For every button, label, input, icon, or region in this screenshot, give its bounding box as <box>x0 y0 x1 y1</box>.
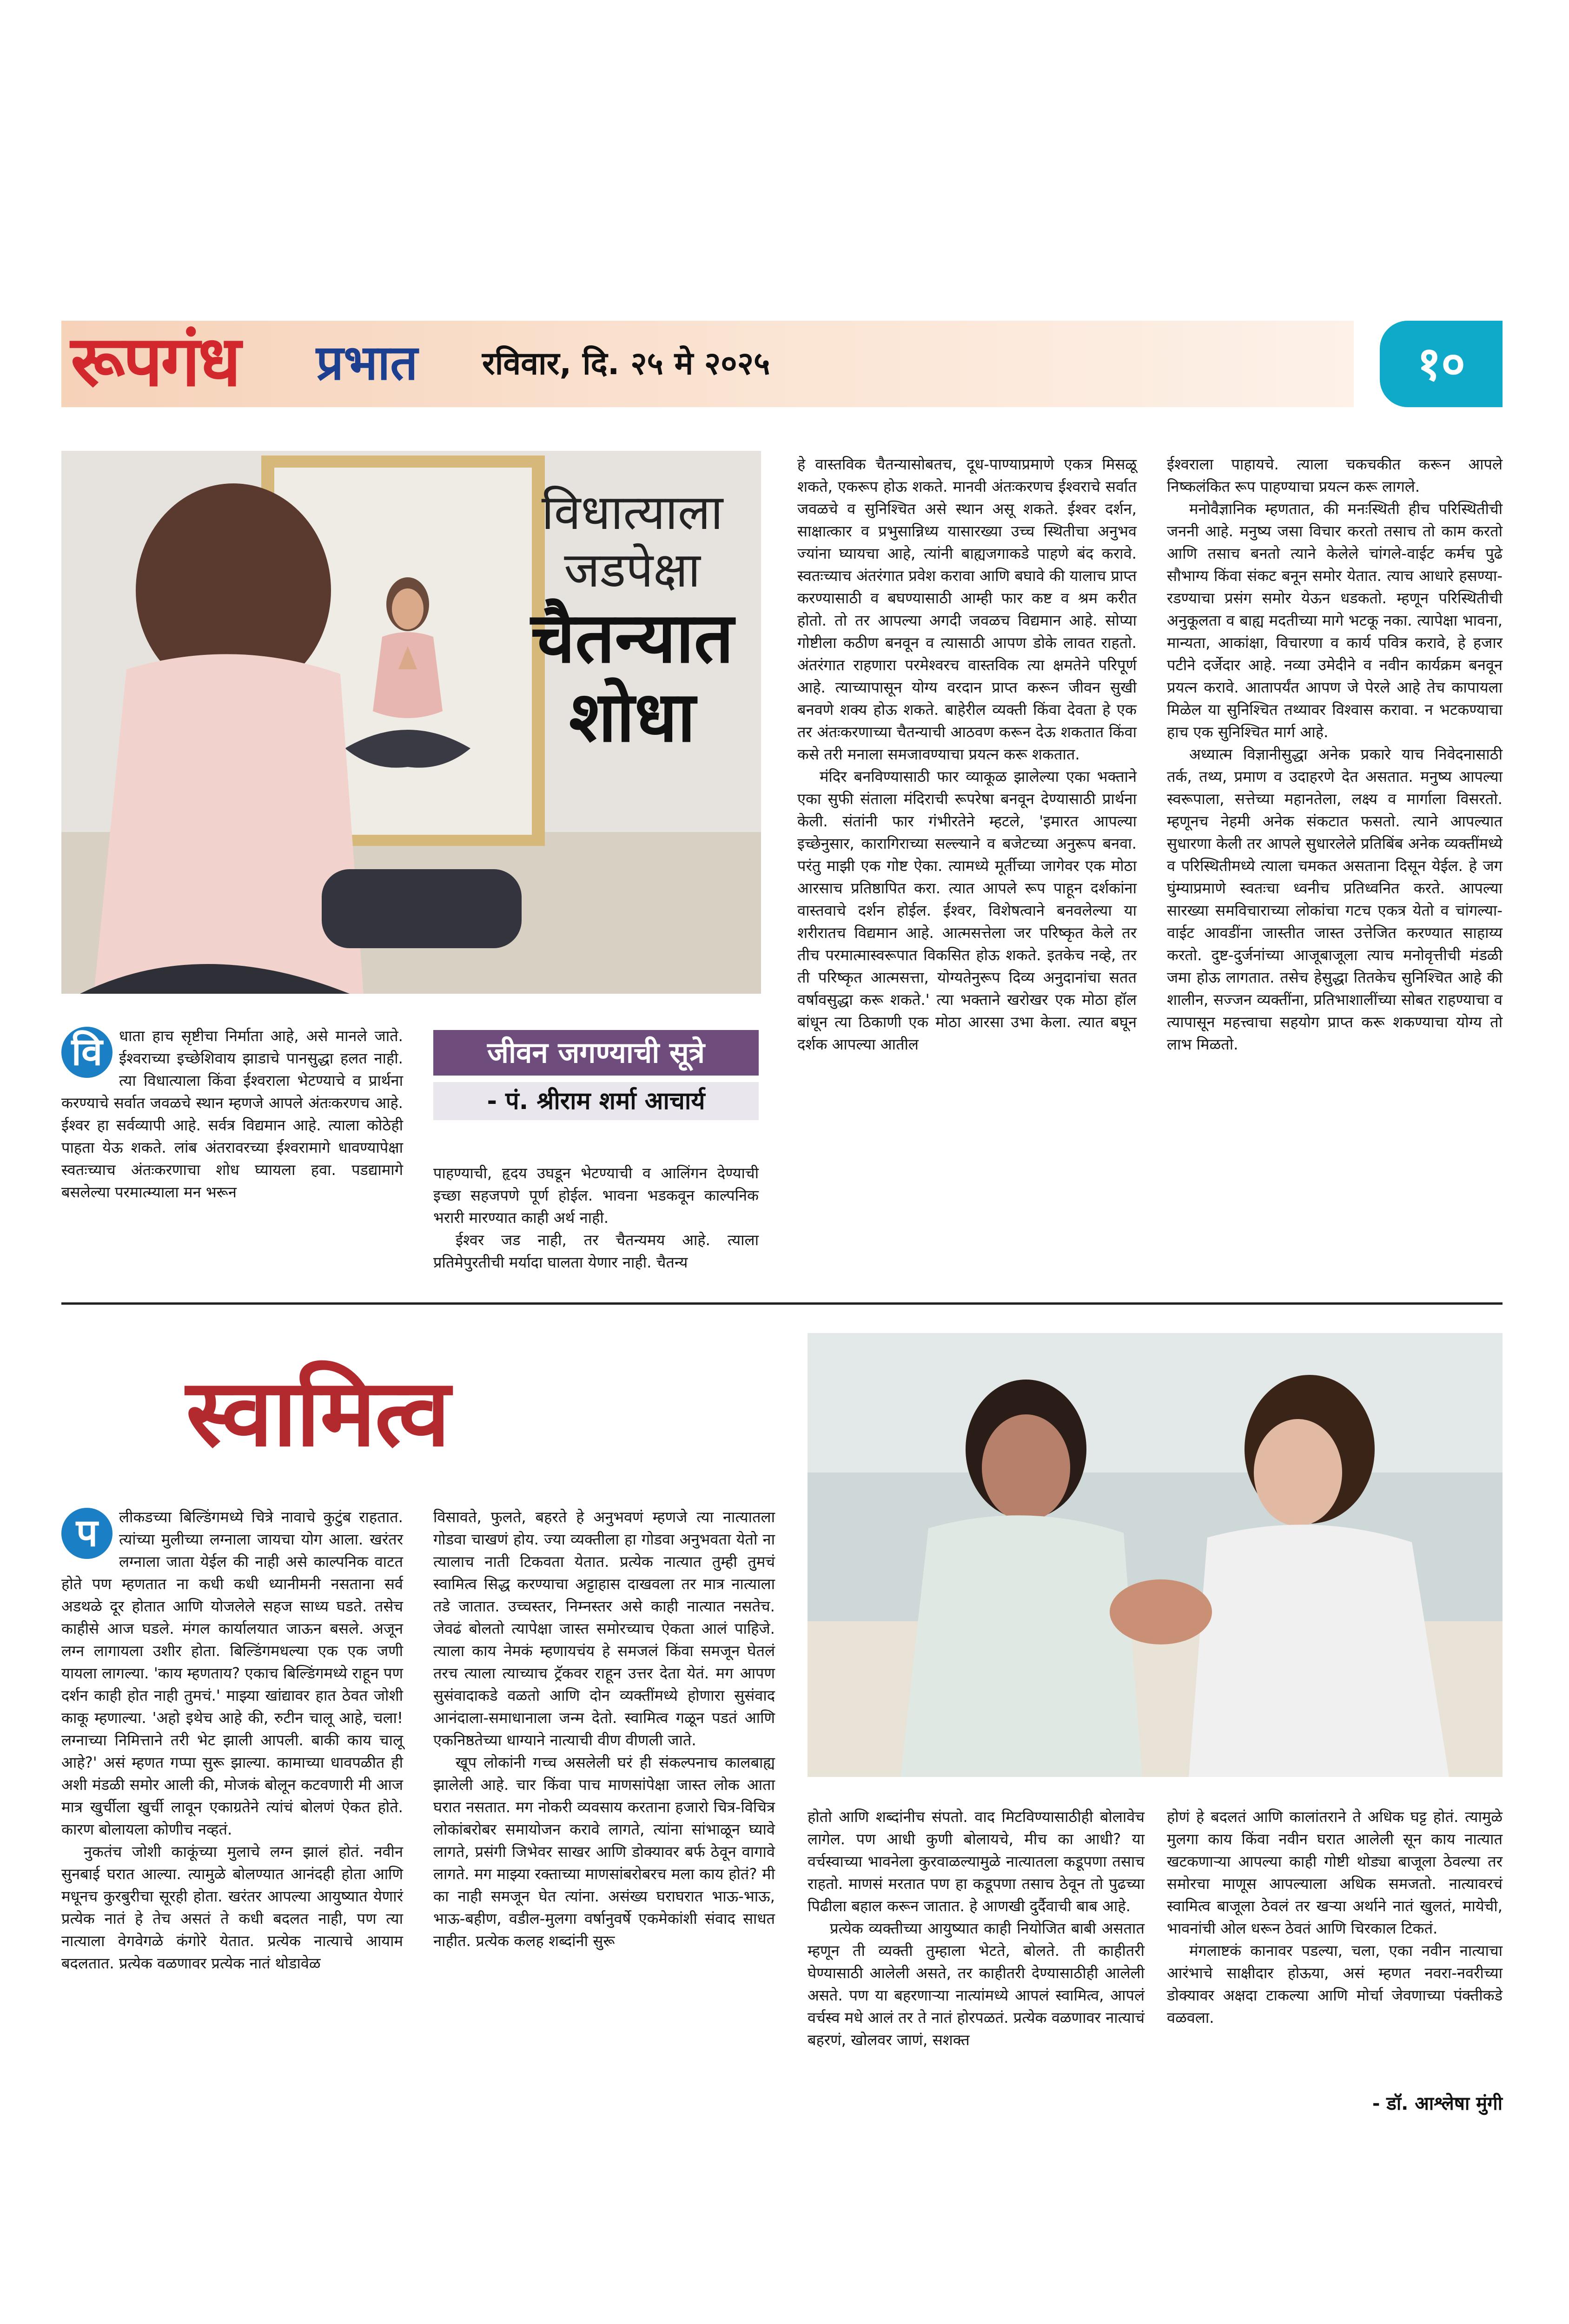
article1-dropcap: वि <box>61 1027 113 1078</box>
masthead <box>61 321 1503 407</box>
article2-signature: - डॉ. आश्लेषा मुंगी <box>1372 2093 1503 2114</box>
paragraph: लीकडच्या बिल्डिंगमध्ये चित्रे नावाचे कुटुंब राहतात. त्यांच्या मुलीच्या लग्नाला जायचा योग आला. खरंतर लग्नाला जाता येईल की नाही असे काल्पनिक वाटत होते पण म्हणतात ना कधी कधी ध्यानीमनी नसताना सर्व अडथळे दूर होतात आणि योजलेले सहज साध्य घडते. तसेच काहीसे आज घडले. मंगल कार्यालयात जाऊन बसले. अजून लग्न लागायला उशीर होता. बिल्डिंगमधल्या एक एक जणी यायला लागल्या. 'काय म्हणताय? एकाच बिल्डिंगमध्ये राहून पण दर्शन काही होत नाही तुमचं.' माझ्या खांद्यावर हात ठेवत जोशी काकू म्हणाल्या. 'अहो इथेच आहे की, रुटीन चालू आहे, चला! लग्नाच्या निमित्ताने तरी भेट झाली आपली. बाकी काय चालू आहे?' असं म्हणत गप्पा सुरू झाल्या. कामाच्या धावपळीत ही अशी मंडळी समोर आली की, मोजकं बोलून कटवणारी मी आज मात्र खुर्चीला खुर्ची लावून एकाग्रतेने त्यांचं बोलणं ऐकत होते. कारण बोलायला कोणीच नव्हतं. <box>61 1508 403 1838</box>
article1-headline <box>502 483 762 757</box>
page-number-badge: १० <box>1380 321 1503 407</box>
brand-logo: रूपगंध <box>71 320 239 402</box>
paragraph: हे वास्तविक चैतन्यासोबतच, दूध-पाण्याप्रमाणे एकत्र मिसळू शकते, एकरूप होऊ शकते. मानवी अंतःकरणच ईश्वराचे सर्वात जवळचे व सुनिश्चित असे स्थान असू शकते. ईश्वर दर्शन, साक्षात्कार व प्रभुसान्निध्य यासारख्या उच्च स्थितीचा अनुभव ज्यांना घ्यायचा आहे, त्यांनी बाह्यजगाकडे पाहणे बंद करावे. स्वतःच्याच अंतरंगात प्रवेश करावा आणि बघावे की यालाच प्राप्त करण्यासाठी व बघण्यासाठी आम्ही फार कष्ट व श्रम करीत होतो. तो तर आपल्या अगदी जवळच विद्यमान आहे. सोप्या गोष्टीला कठीण बनवून व त्यासाठी आपण डोके लावत राहतो. अंतरंगात राहणारा परमेश्वरच वास्तविक त्या क्षमतेने परिपूर्ण आहे. त्याच्यापासून योग्य वरदान प्राप्त करून जीवन सुखी बनवणे शक्य होऊ शकते. बाहेरील व्यक्ती किंवा देवता हे एक तर अंतःकरणाच्या चैतन्याची आठवण करून देऊ शकतात किंवा कसे तरी मनाला समजावण्याचा प्रयत्न करू शकतात. <box>797 456 1137 763</box>
headline-line-4: शोधा <box>569 677 695 758</box>
headline-line-1: विधात्याला <box>541 484 723 541</box>
section-divider <box>61 1302 1503 1305</box>
paragraph: खूप लोकांनी गच्च असलेली घरं ही संकल्पनाच कालबाह्य झालेली आहे. चार किंवा पाच माणसांपेक्षा जास्त लोक आता घरात नसतात. मग नोकरी व्यवसाय करताना हजारो चित्र-विचित्र लोकांबरोबर समायोजन करावे लागते, त्यांना सांभाळून घ्यावे लागते, प्रसंगी जिभेवर साखर आणि डोक्यावर बर्फ ठेवून वागावे लागते. मग माझ्या रक्ताच्या माणसांबरोबरच मला काय होतं? मी का नाही समजून घेत त्यांना. असंख्य घराघरात भाऊ-भाऊ, भाऊ-बहीण, वडील-मुलगा वर्षानुवर्षे एकमेकांशी संवाद साधत नाहीत. प्रत्येक कलह शब्दांनी सुरू <box>433 1754 775 1950</box>
paragraph: होतो आणि शब्दांनीच संपतो. वाद मिटविण्यासाठीही बोलावेच लागेल. पण आधी कुणी बोलायचे, मीच का आधी? या वर्चस्वाच्या भावनेला कुरवाळल्यामुळे नात्यातला कडूपणा तसाच राहतो. माणसं मरतात पण हा कडूपणा तसाच ठेवून तो पुढच्या पिढीला बहाल करून जातात. हे आणखी दुर्दैवाची बाब आहे. <box>808 1808 1145 1915</box>
article2-column-2 <box>433 1506 775 1952</box>
article2-column-1 <box>61 1506 403 1974</box>
author-name: - पं. श्रीराम शर्मा आचार्य <box>433 1082 759 1120</box>
paragraph: पाहण्याची, हृदय उघडून भेटण्याची व आलिंगन देण्याची इच्छा सहजपणे पूर्ण होईल. भावना भडकवून काल्पनिक भरारी मारण्यात काही अर्थ नाही. <box>433 1164 759 1227</box>
masthead-band <box>61 321 1354 407</box>
paragraph: होणं हे बदलतं आणि कालांतराने ते अधिक घट्ट होतं. त्यामुळे मुलगा काय किंवा नवीन घरात आलेली सून काय नात्यात खटकणाऱ्या आपल्या काही गोष्टी थोड्या बाजूला ठेवल्या तर समोरचा माणूस आपल्याला अधिक समजतो. नात्यावरचं स्वामित्व बाजूला ठेवलं तर खऱ्या अर्थाने नातं खुलतं, मायेची, भावनांची ओल धरून ठेवतं आणि चिरकाल टिकतं. <box>1167 1808 1503 1937</box>
paragraph: धाता हाच सृष्टीचा निर्माता आहे, असे मानले जाते. ईश्वराच्या इच्छेशिवाय झाडाचे पानसुद्धा हलत नाही. त्या विधात्याला किंवा ईश्वराला भेटण्याचे व प्रार्थना करण्याचे सर्वात जवळचे स्थान म्हणजे आपले अंतःकरणच आहे. ईश्वर हा सर्वव्यापी आहे. सर्वत्र विद्यमान आहे. त्याला कोठेही पाहता येऊ शकते. लांब अंतरावरच्या ईश्वरामागे धावण्यापेक्षा स्वतःच्याच अंतःकरणाचा शोध घ्यायला हवा. पडद्यामागे बसलेल्या परमात्म्याला मन भरून <box>61 1027 403 1201</box>
article1-column-1 <box>61 1025 403 1203</box>
paragraph: नुकतंच जोशी काकूंच्या मुलाचे लग्न झालं होतं. नवीन सुनबाई घरात आल्या. त्यामुळे बोलण्यात आनंदही होता आणि मधूनच कुरबुरीचा सूरही होता. खरंतर आपल्या आयुष्यात येणारं प्रत्येक नातं हे तेच असतं ते कधी बदलत नाही, पण त्या नात्याला वेगवेगळे कंगोरे येतात. प्रत्येक नात्याचे आयाम बदलतात. प्रत्येक वळणावर प्रत्येक नातं थोडावेळ <box>61 1843 403 1972</box>
two-women-photo <box>808 1333 1503 1777</box>
article2-column-4 <box>1167 1806 1503 2029</box>
issue-date: रविवार, दि. २५ मे २०२५ <box>482 345 770 382</box>
article1-column-2 <box>433 1162 759 1274</box>
headline-line-3: चैतन्यात <box>530 598 734 679</box>
headline-line-2: जडपेक्षा <box>564 541 701 598</box>
two-women-illustration <box>808 1333 1503 1777</box>
paragraph: मनोवैज्ञानिक म्हणतात, की मनःस्थिती हीच परिस्थितीची जननी आहे. मनुष्य जसा विचार करतो तसाच तो काम करतो आणि तसाच बनतो त्याने केलेले चांगले-वाईट कर्मच पुढे सौभाग्य किंवा संकट बनून समोर येतात. त्याच आधारे हसण्या-रडण्याचा प्रसंग समोर येऊन धडकतो. म्हणून परिस्थितीची अनुकूलता व बाह्य मदतीच्या मागे भटकू नका. त्यापेक्षा भावना, मान्यता, आकांक्षा, विचारणा व कार्य पवित्र करावे, हे हजार पटीने दर्जेदार आहे. नव्या उमेदीने व नवीन कार्यक्रम बनवून प्रयत्न करावे. आतापर्यंत आपण जे पेरले आहे तेच कापायला मिळेल या सुनिश्चित तथ्यावर विश्वास करावा. न भटकण्याचा हाच एक सुनिश्चित मार्ग आहे. <box>1167 500 1503 741</box>
paragraph: ईश्वर जड नाही, तर चैतन्यमय आहे. त्याला प्रतिमेपुरतीची मर्यादा घालता येणार नाही. चैतन्य <box>433 1231 759 1271</box>
paragraph: विसावते, फुलते, बहरते हे अनुभवणं म्हणजे त्या नात्यातला गोडवा चाखणं होय. ज्या व्यक्तीला हा गोडवा अनुभवता येतो ना त्यालाच नाती टिकवता येतात. प्रत्येक नात्यात तुम्ही तुमचं स्वामित्व सिद्ध करण्याचा अट्टाहास दाखवला तर मात्र नात्याला तडे जातात. उच्चस्तर, निम्नस्तर असे काही नात्यात नसतेच. जेवढं बोलतो त्यापेक्षा जास्त समोरच्याच ऐकता आलं पाहिजे. त्याला काय नेमकं म्हणायचंय हे समजलं किंवा समजून घेतलं तरच त्याला त्याच्याच ट्रॅकवर राहून उत्तर देता येतं. मग आपण सुसंवादाकडे वळतो आणि दोन व्यक्तींमध्ये होणारा सुसंवाद आनंदाला-समाधानाला जन्म देतो. स्वामित्व गळून पडतं आणि एकनिष्ठतेच्या धाग्याने नात्याची वीण वीणली जाते. <box>433 1508 775 1749</box>
paragraph: मंदिर बनविण्यासाठी फार व्याकूळ झालेल्या एका भक्ताने एका सुफी संताला मंदिराची रूपरेषा बनवून देण्यासाठी प्रार्थना केली. संतांनी फार गंभीरतेने म्हटले, 'इमारत आपल्या इच्छेनुसार, कारागिराच्या सल्ल्याने व बजेटच्या अनुरूप बनवा. परंतु माझी एक गोष्ट ऐका. त्यामध्ये मूर्तीच्या जागेवर एक मोठा आरसाच प्रतिष्ठापित करा. त्यात आपले रूप पाहून दर्शकांना वास्तवाचे दर्शन होईल. ईश्वर, विशेषत्वाने बनवलेल्या या शरीरातच विद्यमान आहे. आत्मसत्तेला जर परिष्कृत केले तर तीच परमात्मास्वरूपात विकसित होऊ शकते. इतकेच नव्हे, तर ती परिष्कृत आत्मसत्ता, योग्यतेनुरूप दिव्य अनुदानांचा सतत वर्षावसुद्धा करू शकते.' त्या भक्ताने खरोखर एक मोठा हॉल बांधून त्या ठिकाणी एक मोठा आरसा उभा केला. त्यात बघून दर्शक आपल्या आतील <box>797 768 1137 1053</box>
series-title: जीवन जगण्याची सूत्रे <box>433 1030 759 1076</box>
article2-dropcap: प <box>61 1508 113 1559</box>
article1-column-4 <box>1167 453 1503 1056</box>
article1-column-3 <box>797 453 1137 1056</box>
article2-headline: स्वामित्व <box>186 1358 450 1467</box>
paragraph: प्रत्येक व्यक्तीच्या आयुष्यात काही नियोजित बाबी असतात म्हणून ती व्यक्ती तुम्हाला भेटते, बोलते. ती काहीतरी घेण्यासाठी आलेली असते, तर काहीतरी देण्यासाठीही आलेली असते. पण या बहरणाऱ्या नात्यांमध्ये आपलं स्वामित्व, आपलं वर्चस्व मधे आलं तर ते नातं होरपळतं. प्रत्येक वळणावर नात्याचं बहरणं, खोलवर जाणं, सशक्त <box>808 1920 1145 2049</box>
article2-column-3 <box>808 1806 1145 2051</box>
article1-byline <box>433 1030 759 1122</box>
paragraph: अध्यात्म विज्ञानीसुद्धा अनेक प्रकारे याच निवेदनासाठी तर्क, तथ्य, प्रमाण व उदाहरणे देत असतात. मनुष्य आपल्या स्वरूपाला, सत्तेच्या महानतेला, लक्ष्य व मार्गाला विसरतो. म्हणूनच नेहमी अनेक संकटात फसतो. त्याने आपल्यात सुधारणा केली तर आपले सुधारलेले प्रतिबिंब अनेक व्यक्तींमध्ये व परिस्थितीमध्ये त्याला चमकत असताना दिसून येईल. हे जग घुंम्याप्रमाणे स्वतःचा ध्वनीच प्रतिध्वनित करते. आपल्या सारख्या समविचाराच्या लोकांचा गटच एकत्र येतो व चांगल्या-वाईट आवडींना जास्तीत जास्त उत्तेजित करण्यात साहाय्य करतो. दुष्ट-दुर्जनांच्या आजूबाजूला त्याच मनोवृत्तीची मंडळी जमा होऊ लागतात. तसेच हेसुद्धा तितकेच सुनिश्चित आहे की शालीन, सज्जन व्यक्तींना, प्रतिभाशालींच्या सोबत राहण्याचा व त्यापासून महत्त्वाचा सहयोग प्राप्त करू शकण्याचा योग्य तो लाभ मिळतो. <box>1167 746 1503 1053</box>
paragraph: ईश्वराला पाहायचे. त्याला चकचकीत करून आपले निष्कलंकित रूप पाहण्याचा प्रयत्न करू लागले. <box>1167 456 1503 495</box>
paragraph: मंगलाष्टकं कानावर पडल्या, चला, एका नवीन नात्याचा आरंभाचे साक्षीदार होऊया, असं म्हणत नवरा-नवरीच्या डोक्यावर अक्षदा टाकल्या आणि मोर्चा जेवणाच्या पंक्तीकडे वळवला. <box>1167 1942 1503 2027</box>
paper-name: प्रभात <box>316 334 418 391</box>
